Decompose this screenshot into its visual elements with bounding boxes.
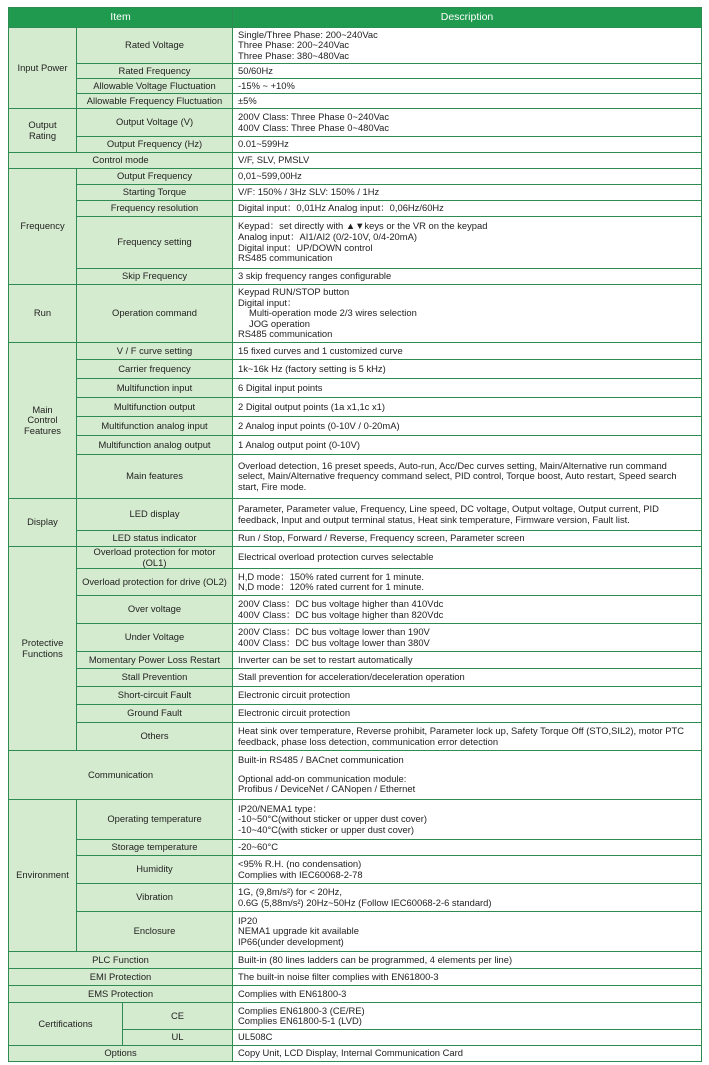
desc-emi-protection: The built-in noise filter complies with EN61800-3: [233, 969, 702, 986]
desc-ul: UL508C: [233, 1030, 702, 1046]
item-ol2: Overload protection for drive (OL2): [77, 569, 233, 596]
item-led-status: LED status indicator: [77, 531, 233, 547]
desc-frequency-setting: Keypad：set directly with ▲▼keys or the VR on the keypad Analog input：AI1/AI2 (0/2-10V, 0/4-20mA) Digital input：UP/DOWN control RS485 communication: [233, 217, 702, 269]
desc-vibration: 1G, (9,8m/s²) for < 20Hz, 0.6G (5,88m/s²) 20Hz~50Hz (Follow IEC60068-2-6 standard): [233, 884, 702, 912]
table-row: [9, 153, 702, 169]
table-row: [9, 94, 702, 109]
table-row: [9, 751, 702, 800]
desc-multifunction-input: 6 Digital input points: [233, 379, 702, 398]
desc-ground-fault: Electronic circuit protection: [233, 705, 702, 723]
item-ol1: Overload protection for motor (OL1): [77, 547, 233, 569]
header-row: [9, 8, 702, 28]
table-row: [9, 856, 702, 884]
item-short-circuit: Short-circuit Fault: [77, 687, 233, 705]
item-others: Others: [77, 723, 233, 751]
desc-enclosure: IP20 NEMA1 upgrade kit available IP66(under development): [233, 912, 702, 952]
item-under-voltage: Under Voltage: [77, 624, 233, 652]
table-row: [9, 569, 702, 596]
item-led-display: LED display: [77, 499, 233, 531]
table-row: [9, 884, 702, 912]
table-row: [9, 1046, 702, 1062]
item-multifunction-analog-output: Multifunction analog output: [77, 436, 233, 455]
item-output-frequency: Output Frequency (Hz): [77, 137, 233, 153]
table-row: [9, 285, 702, 343]
item-vibration: Vibration: [77, 884, 233, 912]
desc-multifunction-output: 2 Digital output points (1a x1,1c x1): [233, 398, 702, 417]
table-row: [9, 28, 702, 64]
desc-multifunction-analog-output: 1 Analog output point (0-10V): [233, 436, 702, 455]
table-row: [9, 531, 702, 547]
table-row: [9, 379, 702, 398]
item-multifunction-input: Multifunction input: [77, 379, 233, 398]
desc-options: Copy Unit, LCD Display, Internal Communication Card: [233, 1046, 702, 1062]
desc-carrier-frequency: 1k~16k Hz (factory setting is 5 kHz): [233, 360, 702, 379]
item-ul: UL: [123, 1030, 233, 1046]
desc-led-status: Run / Stop, Forward / Reverse, Frequency screen, Parameter screen: [233, 531, 702, 547]
desc-operating-temperature: IP20/NEMA1 type： -10~50°C(without sticker or upper dust cover) -10~40°C(with sticker or upper dust cover): [233, 800, 702, 840]
item-starting-torque: Starting Torque: [77, 185, 233, 201]
item-storage-temperature: Storage temperature: [77, 840, 233, 856]
item-communication: Communication: [9, 751, 233, 800]
table-row: [9, 436, 702, 455]
desc-frequency-resolution: Digital input：0,01Hz Analog input：0,06Hz/60Hz: [233, 201, 702, 217]
desc-frequency-fluctuation: ±5%: [233, 94, 702, 109]
table-row: [9, 137, 702, 153]
table-row: [9, 1003, 702, 1030]
desc-voltage-fluctuation: -15% ~ +10%: [233, 79, 702, 94]
group-certifications: Certifications: [9, 1003, 123, 1046]
item-ems-protection: EMS Protection: [9, 986, 233, 1003]
table-row: [9, 343, 702, 360]
table-row: [9, 64, 702, 79]
desc-under-voltage: 200V Class：DC bus voltage lower than 190V 400V Class：DC bus voltage lower than 380V: [233, 624, 702, 652]
desc-led-display: Parameter, Parameter value, Frequency, Line speed, DC voltage, Output voltage, Output current, PID feedback, Input and output terminal status, Heat sink temperature, Firmware version, Fault list.: [233, 499, 702, 531]
desc-vf-curve: 15 fixed curves and 1 customized curve: [233, 343, 702, 360]
table-row: [9, 912, 702, 952]
header-item: Item: [9, 8, 233, 28]
desc-starting-torque: V/F: 150% / 3Hz SLV: 150% / 1Hz: [233, 185, 702, 201]
table-row: [9, 723, 702, 751]
table-row: [9, 840, 702, 856]
group-protective-functions: Protective Functions: [9, 547, 77, 751]
item-emi-protection: EMI Protection: [9, 969, 233, 986]
item-control-mode: Control mode: [9, 153, 233, 169]
item-ce: CE: [123, 1003, 233, 1030]
item-multifunction-output: Multifunction output: [77, 398, 233, 417]
desc-main-features: Overload detection, 16 preset speeds, Auto-run, Acc/Dec curves setting, Main/Alternative run command select, Main/Alternative frequency command select, PID control, Torque boost, Auto restart, Speed search start, Fire mode.: [233, 455, 702, 499]
table-row: [9, 360, 702, 379]
item-skip-frequency: Skip Frequency: [77, 269, 233, 285]
desc-power-loss-restart: Inverter can be set to restart automatically: [233, 652, 702, 669]
table-row: [9, 624, 702, 652]
item-over-voltage: Over voltage: [77, 596, 233, 624]
item-carrier-frequency: Carrier frequency: [77, 360, 233, 379]
desc-output-voltage: 200V Class: Three Phase 0~240Vac 400V Class: Three Phase 0~480Vac: [233, 109, 702, 137]
table-row: [9, 986, 702, 1003]
item-frequency-fluctuation: Allowable Frequency Fluctuation: [77, 94, 233, 109]
desc-control-mode: V/F, SLV, PMSLV: [233, 153, 702, 169]
desc-rated-frequency: 50/60Hz: [233, 64, 702, 79]
table-row: [9, 455, 702, 499]
desc-short-circuit: Electronic circuit protection: [233, 687, 702, 705]
table-row: [9, 201, 702, 217]
desc-plc-function: Built-in (80 lines ladders can be programmed, 4 elements per line): [233, 952, 702, 969]
group-environment: Environment: [9, 800, 77, 952]
spec-table: [8, 7, 702, 1062]
table-row: [9, 669, 702, 687]
desc-skip-frequency: 3 skip frequency ranges configurable: [233, 269, 702, 285]
desc-humidity: <95% R.H. (no condensation) Complies with IEC60068-2-78: [233, 856, 702, 884]
item-enclosure: Enclosure: [77, 912, 233, 952]
table-row: [9, 652, 702, 669]
desc-over-voltage: 200V Class：DC bus voltage higher than 410Vdc 400V Class：DC bus voltage higher than 820Vdc: [233, 596, 702, 624]
desc-rated-voltage: Single/Three Phase: 200~240Vac Three Phase: 200~240Vac Three Phase: 380~480Vac: [233, 28, 702, 64]
desc-storage-temperature: -20~60°C: [233, 840, 702, 856]
item-output-frequency-2: Output Frequency: [77, 169, 233, 185]
item-options: Options: [9, 1046, 233, 1062]
desc-multifunction-analog-input: 2 Analog input points (0-10V / 0-20mA): [233, 417, 702, 436]
table-row: [9, 398, 702, 417]
item-stall-prevention: Stall Prevention: [77, 669, 233, 687]
table-row: [9, 79, 702, 94]
desc-output-frequency-2: 0,01~599,00Hz: [233, 169, 702, 185]
item-main-features: Main features: [77, 455, 233, 499]
table-row: [9, 185, 702, 201]
item-power-loss-restart: Momentary Power Loss Restart: [77, 652, 233, 669]
group-input-power: Input Power: [9, 28, 77, 109]
table-row: [9, 969, 702, 986]
table-row: [9, 499, 702, 531]
group-display: Display: [9, 499, 77, 547]
item-voltage-fluctuation: Allowable Voltage Fluctuation: [77, 79, 233, 94]
header-description: Description: [233, 8, 702, 28]
desc-ol1: Electrical overload protection curves selectable: [233, 547, 702, 569]
desc-operation-command: Keypad RUN/STOP button Digital input： Multi-operation mode 2/3 wires selection JOG operation RS485 communication: [233, 285, 702, 343]
item-operating-temperature: Operating temperature: [77, 800, 233, 840]
table-row: [9, 269, 702, 285]
desc-communication: Built-in RS485 / BACnet communication Optional add-on communication module: Profibus / DeviceNet / CANopen / Ethernet: [233, 751, 702, 800]
item-rated-voltage: Rated Voltage: [77, 28, 233, 64]
table-row: [9, 687, 702, 705]
desc-others: Heat sink over temperature, Reverse prohibit, Parameter lock up, Safety Torque Off (STO,SIL2), motor PTC feedback, phase loss detection, communication error detection: [233, 723, 702, 751]
desc-ems-protection: Complies with EN61800-3: [233, 986, 702, 1003]
table-row: [9, 800, 702, 840]
desc-stall-prevention: Stall prevention for acceleration/deceleration operation: [233, 669, 702, 687]
item-plc-function: PLC Function: [9, 952, 233, 969]
item-frequency-setting: Frequency setting: [77, 217, 233, 269]
table-row: [9, 169, 702, 185]
item-rated-frequency: Rated Frequency: [77, 64, 233, 79]
group-frequency: Frequency: [9, 169, 77, 285]
desc-ce: Complies EN61800-3 (CE/RE) Complies EN61800-5-1 (LVD): [233, 1003, 702, 1030]
desc-ol2: H,D mode：150% rated current for 1 minute. N,D mode：120% rated current for 1 minute.: [233, 569, 702, 596]
item-output-voltage: Output Voltage (V): [77, 109, 233, 137]
table-row: [9, 217, 702, 269]
item-vf-curve: V / F curve setting: [77, 343, 233, 360]
table-row: [9, 952, 702, 969]
item-ground-fault: Ground Fault: [77, 705, 233, 723]
desc-output-frequency: 0.01~599Hz: [233, 137, 702, 153]
item-humidity: Humidity: [77, 856, 233, 884]
table-row: [9, 705, 702, 723]
group-main-control-features: Main Control Features: [9, 343, 77, 499]
item-operation-command: Operation command: [77, 285, 233, 343]
table-row: [9, 596, 702, 624]
table-row: [9, 547, 702, 569]
table-row: [9, 417, 702, 436]
group-output-rating: Output Rating: [9, 109, 77, 153]
table-row: [9, 109, 702, 137]
group-run: Run: [9, 285, 77, 343]
item-frequency-resolution: Frequency resolution: [77, 201, 233, 217]
item-multifunction-analog-input: Multifunction analog input: [77, 417, 233, 436]
